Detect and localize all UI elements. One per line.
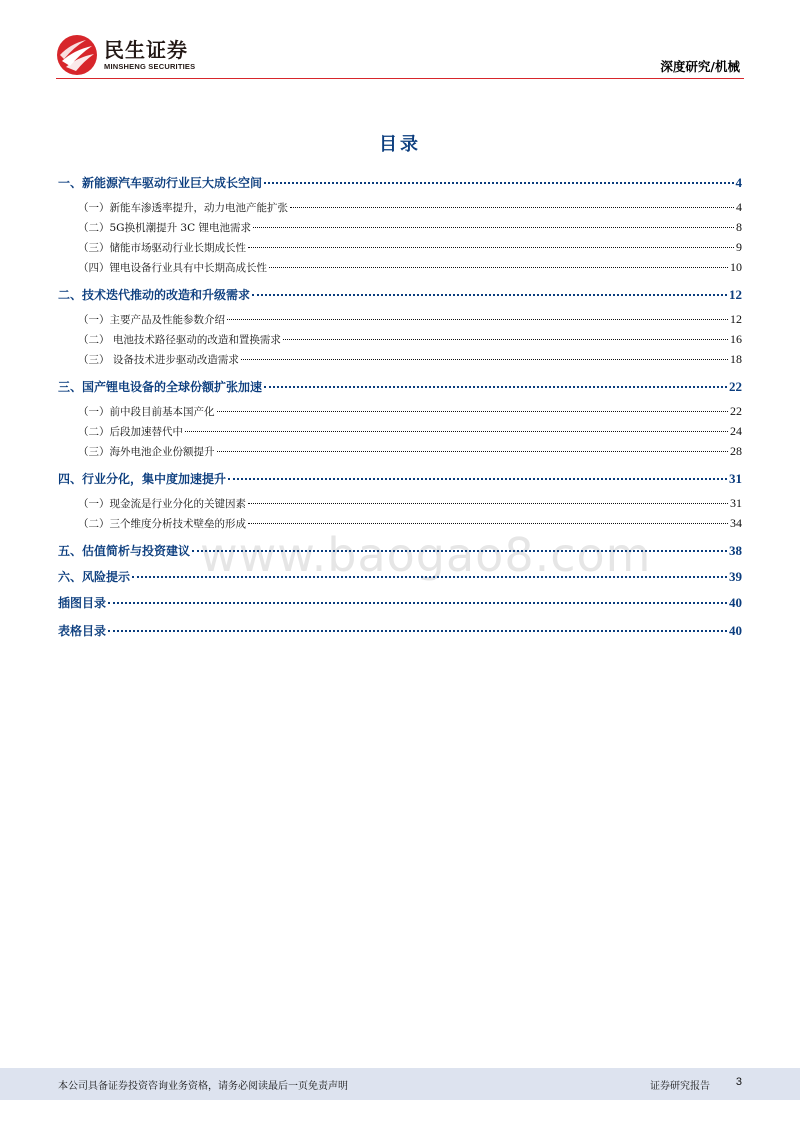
toc-entry-label: （三）储能市场驱动行业长期成长性 <box>78 242 246 254</box>
toc-section-entry[interactable] <box>58 568 742 585</box>
toc-entry-page: 22 <box>729 379 742 394</box>
toc-entry-label: （三） 设备技术进步驱动改造需求 <box>78 354 239 366</box>
toc-dot-leader <box>132 576 727 578</box>
toc-entry-label: 三、国产锂电设备的全球份额扩张加速 <box>58 380 263 394</box>
toc-subsection-entry[interactable] <box>58 496 742 511</box>
toc-entry-page: 31 <box>729 471 742 486</box>
toc-section-entry[interactable] <box>58 378 742 395</box>
toc-dot-leader <box>253 227 734 228</box>
page-title: 目录 <box>379 134 421 155</box>
logo-english-name: MINSHENG SECURITIES <box>104 62 196 71</box>
toc-section-entry[interactable] <box>58 622 742 639</box>
toc-subsection-entry[interactable] <box>58 352 742 367</box>
footer-page-number: 3 <box>735 1076 742 1088</box>
toc-subsection-entry[interactable] <box>58 444 742 459</box>
toc-dot-leader <box>248 523 728 524</box>
toc-dot-leader <box>108 602 727 604</box>
footer-disclaimer: 本公司具备证券投资咨询业务资格，请务必阅读最后一页免责声明 <box>58 1081 348 1092</box>
toc-subsection-entry[interactable] <box>58 424 742 439</box>
footer-report-type: 证券研究报告 <box>650 1081 710 1092</box>
toc-entry-page: 10 <box>730 260 742 274</box>
toc-entry-page: 4 <box>736 200 742 214</box>
toc-dot-leader <box>108 630 727 632</box>
watermark: www.baogao8.com <box>200 528 652 582</box>
toc-dot-leader <box>283 339 728 340</box>
toc-entry-label: 四、行业分化，集中度加速提升 <box>58 472 227 486</box>
toc-subsection-entry[interactable] <box>58 200 742 215</box>
toc-entry-page: 8 <box>736 220 742 234</box>
toc-subsection-entry[interactable] <box>58 312 742 327</box>
toc-subsection-entry[interactable] <box>58 260 742 275</box>
toc-dot-leader <box>241 359 728 360</box>
toc-dot-leader <box>217 411 729 412</box>
toc-entry-label: 一、新能源汽车驱动行业巨大成长空间 <box>58 176 263 190</box>
logo-chinese-name: 民生证券 <box>104 38 188 62</box>
toc-entry-page: 40 <box>729 595 742 610</box>
toc-subsection-entry[interactable] <box>58 516 742 531</box>
toc-entry-label: 二、技术迭代推动的改造和升级需求 <box>58 288 251 302</box>
toc-subsection-entry[interactable] <box>58 332 742 347</box>
toc-dot-leader <box>252 294 727 296</box>
toc-entry-label: 插图目录 <box>58 596 107 610</box>
toc-dot-leader <box>227 319 728 320</box>
toc-entry-page: 39 <box>729 569 742 584</box>
toc-entry-page: 31 <box>730 496 742 510</box>
toc-entry-label: （一）现金流是行业分化的关键因素 <box>78 498 246 510</box>
toc-entry-page: 34 <box>730 516 742 530</box>
toc-entry-label: 表格目录 <box>58 624 107 638</box>
toc-dot-leader <box>248 247 734 248</box>
toc-section-entry[interactable] <box>58 594 742 611</box>
toc-dot-leader <box>185 431 728 432</box>
toc-subsection-entry[interactable] <box>58 240 742 255</box>
toc-dot-leader <box>269 267 728 268</box>
toc-dot-leader <box>192 550 727 552</box>
toc-entry-label: （四）锂电设备行业具有中长期高成长性 <box>78 262 267 274</box>
toc-section-entry[interactable] <box>58 470 742 487</box>
toc-dot-leader <box>248 503 728 504</box>
toc-entry-label: （一）新能车渗透率提升，动力电池产能扩张 <box>78 202 288 214</box>
toc-entry-label: （一）主要产品及性能参数介绍 <box>78 314 225 326</box>
toc-dot-leader <box>264 386 727 388</box>
toc-entry-page: 28 <box>730 444 742 458</box>
toc-section-entry[interactable] <box>58 542 742 559</box>
toc-dot-leader <box>217 451 729 452</box>
toc-entry-page: 38 <box>729 543 742 558</box>
toc-entry-page: 12 <box>729 287 742 302</box>
toc-entry-label: （二）5G换机潮提升 3C 锂电池需求 <box>78 222 251 234</box>
toc-subsection-entry[interactable] <box>58 220 742 235</box>
toc-dot-leader <box>264 182 733 184</box>
toc-section-entry[interactable] <box>58 286 742 303</box>
header-divider <box>56 78 744 79</box>
toc-entry-page: 16 <box>730 332 742 346</box>
toc-entry-page: 24 <box>730 424 742 438</box>
toc-dot-leader <box>228 478 727 480</box>
toc-section-entry[interactable] <box>58 174 742 191</box>
toc-entry-page: 9 <box>736 240 742 254</box>
page-footer <box>0 1068 800 1100</box>
toc-entry-page: 22 <box>730 404 742 418</box>
toc-entry-label: （二）三个维度分析技术壁垒的形成 <box>78 518 246 530</box>
minsheng-logo-icon <box>56 34 98 76</box>
toc-entry-label: 五、估值简析与投资建议 <box>58 544 191 558</box>
report-category: 深度研究/机械 <box>660 59 740 74</box>
toc-entry-page: 12 <box>730 312 742 326</box>
toc-entry-page: 40 <box>729 623 742 638</box>
toc-dot-leader <box>290 207 734 208</box>
toc-entry-label: （二）后段加速替代中 <box>78 426 183 438</box>
toc-entry-label: （三）海外电池企业份额提升 <box>78 446 215 458</box>
toc-entry-page: 18 <box>730 352 742 366</box>
toc-entry-page: 4 <box>735 175 742 190</box>
page-header <box>0 0 800 80</box>
toc-entry-label: 六、风险提示 <box>58 570 131 584</box>
toc-entry-label: （二） 电池技术路径驱动的改造和置换需求 <box>78 334 281 346</box>
company-logo <box>56 34 195 76</box>
toc-subsection-entry[interactable] <box>58 404 742 419</box>
toc-entry-label: （一）前中段目前基本国产化 <box>78 406 215 418</box>
